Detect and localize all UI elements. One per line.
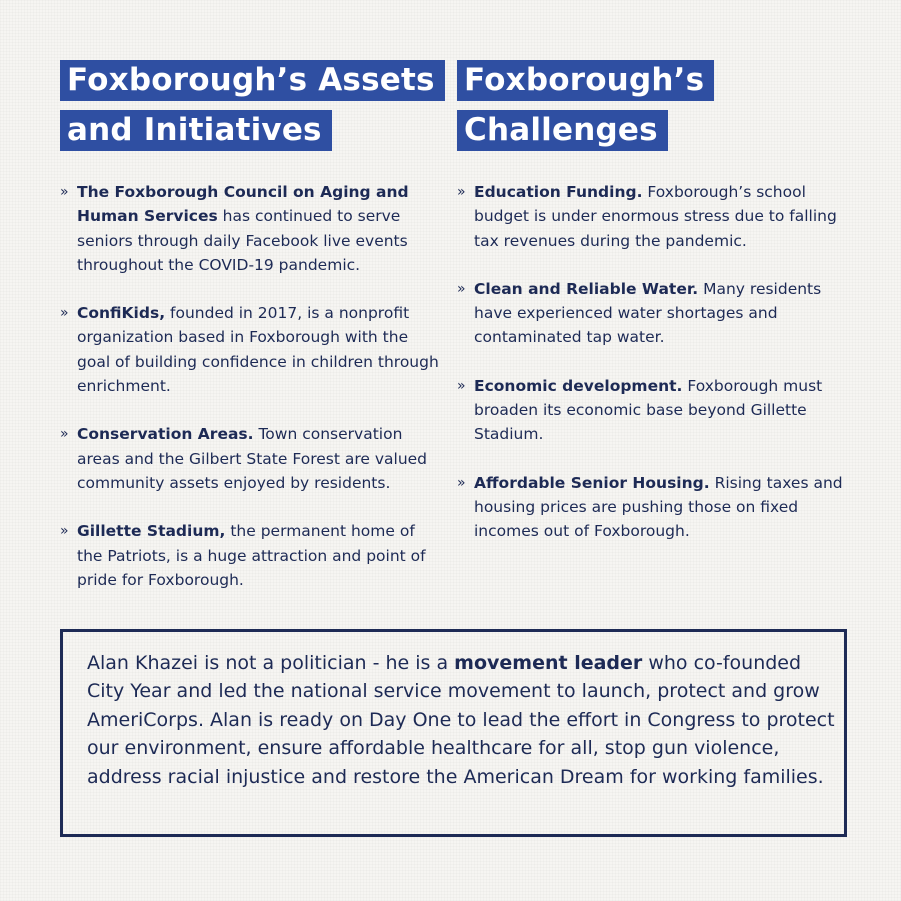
assets-list <box>60 180 440 592</box>
bullet-icon: » <box>60 305 69 322</box>
item-lead: Economic development. <box>474 376 683 395</box>
callout-text-after: who co-founded City Year and led the national service movement to launch, protect and grow AmeriCorps. Alan is ready on Day One to lead the effort in Congress to protect our environment, ensure affordable healthcare for all, stop gun violence, address racial injustice and restore the American Dream for working families. <box>87 652 835 788</box>
item-lead: Education Funding. <box>474 183 643 201</box>
challenges-heading-line2: Challenges <box>457 110 668 151</box>
item-text: has continued to serve seniors through daily Facebook live events throughout the COVID-19 pandemic. <box>77 207 408 274</box>
item-lead: The Foxborough Council on Aging and Human Services <box>77 183 409 226</box>
item-text: Many residents have experienced water shortages and contaminated tap water. <box>474 279 822 347</box>
list-item <box>457 471 857 544</box>
assets-heading-line1: Foxborough’s Assets <box>60 60 445 101</box>
list-item <box>457 374 857 447</box>
item-text: founded in 2017, is a nonprofit organization based in Foxborough with the goal of building confidence in children through enrichment. <box>77 304 439 396</box>
challenges-list <box>457 180 857 544</box>
item-lead: Affordable Senior Housing. <box>474 473 710 492</box>
callout-box <box>60 629 847 837</box>
list-item <box>60 301 440 398</box>
bullet-icon: » <box>60 426 69 443</box>
assets-column <box>60 60 440 616</box>
challenges-heading <box>457 60 857 160</box>
list-item <box>457 180 857 253</box>
callout-text-before: Alan Khazei is not a politician - he is a <box>87 652 455 674</box>
callout-text <box>87 649 844 791</box>
item-text: Town conservation areas and the Gilbert State Forest are valued community assets enjoyed by residents. <box>77 425 428 492</box>
list-item <box>60 422 440 495</box>
callout-emphasis: movement leader <box>454 652 643 674</box>
list-item <box>60 180 440 277</box>
list-item <box>60 519 440 592</box>
assets-heading <box>60 60 440 160</box>
bullet-icon: » <box>60 523 69 540</box>
challenges-heading-line1: Foxborough’s <box>457 60 714 101</box>
list-item <box>457 277 857 350</box>
item-lead: Clean and Reliable Water. <box>474 279 699 298</box>
item-lead: Conservation Areas. <box>77 425 254 444</box>
bullet-icon: » <box>457 280 466 297</box>
bullet-icon: » <box>457 474 466 491</box>
assets-heading-line2: and Initiatives <box>60 110 332 151</box>
item-text: Rising taxes and housing prices are pushing those on fixed incomes out of Foxborough. <box>474 473 843 541</box>
item-lead: ConfiKids, <box>77 304 166 323</box>
bullet-icon: » <box>457 377 466 394</box>
item-text: Foxborough must broaden its economic base beyond Gillette Stadium. <box>474 376 823 444</box>
bullet-icon: » <box>457 184 466 200</box>
bullet-icon: » <box>60 184 69 200</box>
challenges-column <box>457 60 857 568</box>
item-text: Foxborough’s school budget is under enormous stress due to falling tax revenues during the pandemic. <box>474 183 837 250</box>
item-lead: Gillette Stadium, <box>77 522 226 541</box>
item-text: the permanent home of the Patriots, is a huge attraction and point of pride for Foxborough. <box>77 522 426 589</box>
